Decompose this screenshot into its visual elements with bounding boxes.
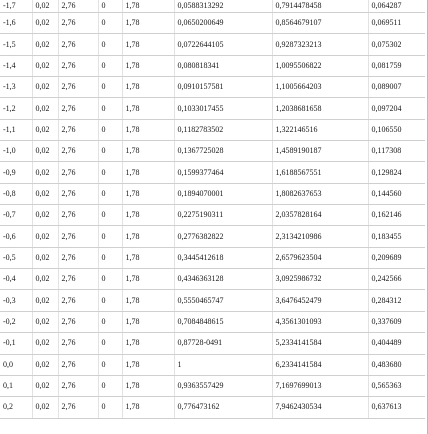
table-cell[interactable]: 0 <box>98 397 122 418</box>
table-cell[interactable]: 1,78 <box>122 55 174 76</box>
table-cell[interactable]: 2,76 <box>58 269 98 290</box>
table-cell[interactable]: 1,78 <box>122 205 174 226</box>
table-cell[interactable]: 1,78 <box>122 311 174 332</box>
table-cell[interactable]: 2,76 <box>58 77 98 98</box>
table-cell[interactable]: 1,6188567551 <box>272 162 368 183</box>
table-cell[interactable]: -0,4 <box>0 269 32 290</box>
table-cell[interactable]: 0,089007 <box>368 77 425 98</box>
table-cell[interactable]: -1,5 <box>0 34 32 55</box>
table-cell[interactable]: -0,8 <box>0 183 32 204</box>
table-row <box>0 290 425 311</box>
table-cell[interactable]: -0,9 <box>0 162 32 183</box>
table-cell[interactable]: 1,78 <box>122 247 174 268</box>
table-cell[interactable]: -1,0 <box>0 141 32 162</box>
table-cell[interactable]: 7,1697699013 <box>272 375 368 396</box>
table-cell[interactable]: 0,02 <box>32 119 58 140</box>
table-cell[interactable]: 1,78 <box>122 354 174 375</box>
table-row <box>0 77 425 98</box>
table-cell[interactable]: 0,87728-0491 <box>174 333 272 354</box>
table-cell[interactable]: -0,5 <box>0 247 32 268</box>
table-cell[interactable]: 2,76 <box>58 290 98 311</box>
table-cell[interactable]: 0,242566 <box>368 269 425 290</box>
table-cell[interactable]: -1,4 <box>0 55 32 76</box>
table-cell[interactable]: 0,565363 <box>368 375 425 396</box>
table-cell[interactable]: 2,76 <box>58 311 98 332</box>
table-row <box>0 119 425 140</box>
table-row <box>0 98 425 119</box>
table-cell[interactable]: 1,78 <box>122 269 174 290</box>
table-cell[interactable]: 0 <box>98 13 122 34</box>
table-cell[interactable]: 0,081759 <box>368 55 425 76</box>
table-cell[interactable]: 0,02 <box>32 269 58 290</box>
table-cell[interactable]: 0 <box>98 34 122 55</box>
table-cell[interactable]: 1,78 <box>122 13 174 34</box>
table-row <box>0 34 425 55</box>
table-cell[interactable]: -1,3 <box>0 77 32 98</box>
table-cell[interactable]: 0,097204 <box>368 98 425 119</box>
table-cell[interactable]: 0,02 <box>32 55 58 76</box>
table-cell[interactable]: 2,76 <box>58 375 98 396</box>
table-cell[interactable]: 0,02 <box>32 141 58 162</box>
table-cell[interactable]: 2,76 <box>58 247 98 268</box>
table-cell[interactable]: 0 <box>98 162 122 183</box>
table-cell[interactable]: 2,76 <box>58 141 98 162</box>
table-row <box>0 311 425 332</box>
table-cell[interactable]: 0,02 <box>32 290 58 311</box>
table-cell[interactable]: 0 <box>98 119 122 140</box>
table-cell[interactable]: 1,78 <box>122 226 174 247</box>
table-cell[interactable]: 0 <box>98 354 122 375</box>
table-cell[interactable]: 0,284312 <box>368 290 425 311</box>
table-cell[interactable]: 0,1894070001 <box>174 183 272 204</box>
table-cell[interactable]: 0,117308 <box>368 141 425 162</box>
table-cell[interactable]: 7,9462430534 <box>272 397 368 418</box>
table-cell[interactable]: 0,2776382822 <box>174 226 272 247</box>
table-cell[interactable]: 6,2334141584 <box>272 354 368 375</box>
table-cell[interactable]: -1,6 <box>0 13 32 34</box>
table-cell[interactable]: 1,0095506822 <box>272 55 368 76</box>
table-cell[interactable]: 0,02 <box>32 162 58 183</box>
table-cell[interactable]: 1,78 <box>122 290 174 311</box>
table-cell[interactable]: 1,1005664203 <box>272 77 368 98</box>
table-cell[interactable]: 0,9363557429 <box>174 375 272 396</box>
table-cell[interactable]: -1,2 <box>0 98 32 119</box>
table-cell[interactable]: 1,78 <box>122 333 174 354</box>
table-cell[interactable]: 1,8082637653 <box>272 183 368 204</box>
table-cell[interactable]: 2,76 <box>58 226 98 247</box>
table-cell[interactable]: 2,3134210986 <box>272 226 368 247</box>
table-cell[interactable]: 3,6476452479 <box>272 290 368 311</box>
table-cell[interactable]: 0,404489 <box>368 333 425 354</box>
table-cell[interactable]: 0,02 <box>32 205 58 226</box>
table-cell[interactable]: 0,209689 <box>368 247 425 268</box>
table-row <box>0 269 425 290</box>
table-cell[interactable]: 1,4589190187 <box>272 141 368 162</box>
table-cell[interactable]: 1,78 <box>122 98 174 119</box>
table-cell[interactable]: 0,7914478458 <box>272 0 368 13</box>
table-cell[interactable]: 0,483680 <box>368 354 425 375</box>
table-cell[interactable]: 2,76 <box>58 354 98 375</box>
table-cell[interactable]: 0,02 <box>32 183 58 204</box>
table-cell[interactable]: 0 <box>98 77 122 98</box>
table-cell[interactable]: 2,76 <box>58 333 98 354</box>
table-cell[interactable]: -0,7 <box>0 205 32 226</box>
table-cell[interactable]: 2,76 <box>58 119 98 140</box>
table-cell[interactable]: 0 <box>98 333 122 354</box>
table-cell[interactable]: 0,02 <box>32 354 58 375</box>
table-cell[interactable]: 1,78 <box>122 77 174 98</box>
table-cell[interactable]: 0,1 <box>0 375 32 396</box>
table-cell[interactable]: -1,7 <box>0 0 32 13</box>
table-cell[interactable]: -1,1 <box>0 119 32 140</box>
table-cell[interactable]: 2,76 <box>58 162 98 183</box>
table-cell[interactable]: 1,78 <box>122 162 174 183</box>
table-cell[interactable]: 1,78 <box>122 0 174 13</box>
table-cell[interactable]: 0,8564679107 <box>272 13 368 34</box>
table-cell[interactable]: 2,76 <box>58 55 98 76</box>
table-cell[interactable]: 0,02 <box>32 311 58 332</box>
table-cell[interactable]: 0 <box>98 183 122 204</box>
table-cell[interactable]: 0,637613 <box>368 397 425 418</box>
table-cell[interactable]: 3,0925986732 <box>272 269 368 290</box>
table-cell[interactable]: 0,080818341 <box>174 55 272 76</box>
table-cell[interactable]: 0,2275190311 <box>174 205 272 226</box>
table-cell[interactable]: 2,0357828164 <box>272 205 368 226</box>
table-row <box>0 141 425 162</box>
table-cell[interactable]: 0,5550465747 <box>174 290 272 311</box>
table-cell[interactable]: 0,1182783502 <box>174 119 272 140</box>
table-cell[interactable]: 0,064287 <box>368 0 425 13</box>
table-cell[interactable]: 0 <box>98 269 122 290</box>
table-cell[interactable]: 0 <box>98 55 122 76</box>
table-cell[interactable]: -0,3 <box>0 290 32 311</box>
table-cell[interactable]: 0,129824 <box>368 162 425 183</box>
table-cell[interactable]: 5,2334141584 <box>272 333 368 354</box>
table-cell[interactable]: 0 <box>98 141 122 162</box>
table-cell[interactable]: 0,0722644105 <box>174 34 272 55</box>
table-cell[interactable]: 0,069511 <box>368 13 425 34</box>
table-cell[interactable]: 0,1367725028 <box>174 141 272 162</box>
table-row <box>0 226 425 247</box>
table-cell[interactable]: 0,183455 <box>368 226 425 247</box>
table-cell[interactable]: 0,0 <box>0 354 32 375</box>
table-cell[interactable]: 2,6579623504 <box>272 247 368 268</box>
table-cell[interactable]: 0,0588313292 <box>174 0 272 13</box>
table-row <box>0 55 425 76</box>
table-row <box>0 354 425 375</box>
table-cell[interactable]: 0,3445412618 <box>174 247 272 268</box>
table-cell[interactable]: 2,76 <box>58 34 98 55</box>
table-cell[interactable]: 0,02 <box>32 77 58 98</box>
table-cell[interactable]: 0,02 <box>32 98 58 119</box>
table-cell[interactable]: 0,02 <box>32 397 58 418</box>
table-cell[interactable]: -0,6 <box>0 226 32 247</box>
table-row <box>0 162 425 183</box>
table-cell[interactable]: 2,76 <box>58 205 98 226</box>
table-cell[interactable]: 0 <box>98 226 122 247</box>
table-row <box>0 205 425 226</box>
table-cell[interactable]: 1,78 <box>122 397 174 418</box>
table-cell[interactable]: 1,322146516 <box>272 119 368 140</box>
table-cell[interactable]: 0,02 <box>32 333 58 354</box>
table-cell[interactable]: 1 <box>174 354 272 375</box>
table-row <box>0 397 425 418</box>
table-cell[interactable]: 0 <box>98 247 122 268</box>
table-cell[interactable]: 0,02 <box>32 375 58 396</box>
table-row <box>0 247 425 268</box>
table-cell[interactable]: 0,02 <box>32 247 58 268</box>
table-cell[interactable]: 1,2038681658 <box>272 98 368 119</box>
table-cell[interactable]: 0,7084848615 <box>174 311 272 332</box>
table-cell[interactable]: 2,76 <box>58 13 98 34</box>
table-cell[interactable]: 2,76 <box>58 98 98 119</box>
table-row <box>0 183 425 204</box>
table-row <box>0 333 425 354</box>
table-cell[interactable]: 0,1599377464 <box>174 162 272 183</box>
table-cell[interactable]: 1,78 <box>122 141 174 162</box>
table-cell[interactable]: 0 <box>98 290 122 311</box>
table-cell[interactable]: 1,78 <box>122 183 174 204</box>
table-cell[interactable]: 0,4346363128 <box>174 269 272 290</box>
table-cell[interactable]: 0,0910157581 <box>174 77 272 98</box>
table-cell[interactable]: 2,76 <box>58 397 98 418</box>
table-cell[interactable]: 4,3561301093 <box>272 311 368 332</box>
table-cell[interactable]: -0,1 <box>0 333 32 354</box>
table-cell[interactable]: 0,162146 <box>368 205 425 226</box>
table-cell[interactable]: 0 <box>98 205 122 226</box>
table-cell[interactable]: 0,0650200649 <box>174 13 272 34</box>
table-row <box>0 0 425 13</box>
table-cell[interactable]: 0,776473162 <box>174 397 272 418</box>
table-cell[interactable]: 0,2 <box>0 397 32 418</box>
table-cell[interactable]: 0 <box>98 98 122 119</box>
table-cell[interactable]: -0,2 <box>0 311 32 332</box>
table-cell[interactable]: 0 <box>98 375 122 396</box>
table-cell[interactable]: 2,76 <box>58 0 98 13</box>
table-cell[interactable]: 2,76 <box>58 183 98 204</box>
table-cell[interactable]: 1,78 <box>122 119 174 140</box>
table-cell[interactable]: 0,02 <box>32 34 58 55</box>
table-cell[interactable]: 0,1033017455 <box>174 98 272 119</box>
table-cell[interactable]: 0,106550 <box>368 119 425 140</box>
table-cell[interactable]: 0,075302 <box>368 34 425 55</box>
table-cell[interactable]: 0 <box>98 0 122 13</box>
table-cell[interactable]: 0,144560 <box>368 183 425 204</box>
table-cell[interactable]: 0 <box>98 311 122 332</box>
table-cell[interactable]: 0,02 <box>32 226 58 247</box>
table-row <box>0 13 425 34</box>
table-cell[interactable]: 0,337609 <box>368 311 425 332</box>
table-cell[interactable]: 1,78 <box>122 34 174 55</box>
table-row <box>0 375 425 396</box>
table-cell[interactable]: 0,02 <box>32 13 58 34</box>
table-cell[interactable]: 1,78 <box>122 375 174 396</box>
table-cell[interactable]: 0,9287323213 <box>272 34 368 55</box>
table-cell[interactable]: 0,02 <box>32 0 58 13</box>
